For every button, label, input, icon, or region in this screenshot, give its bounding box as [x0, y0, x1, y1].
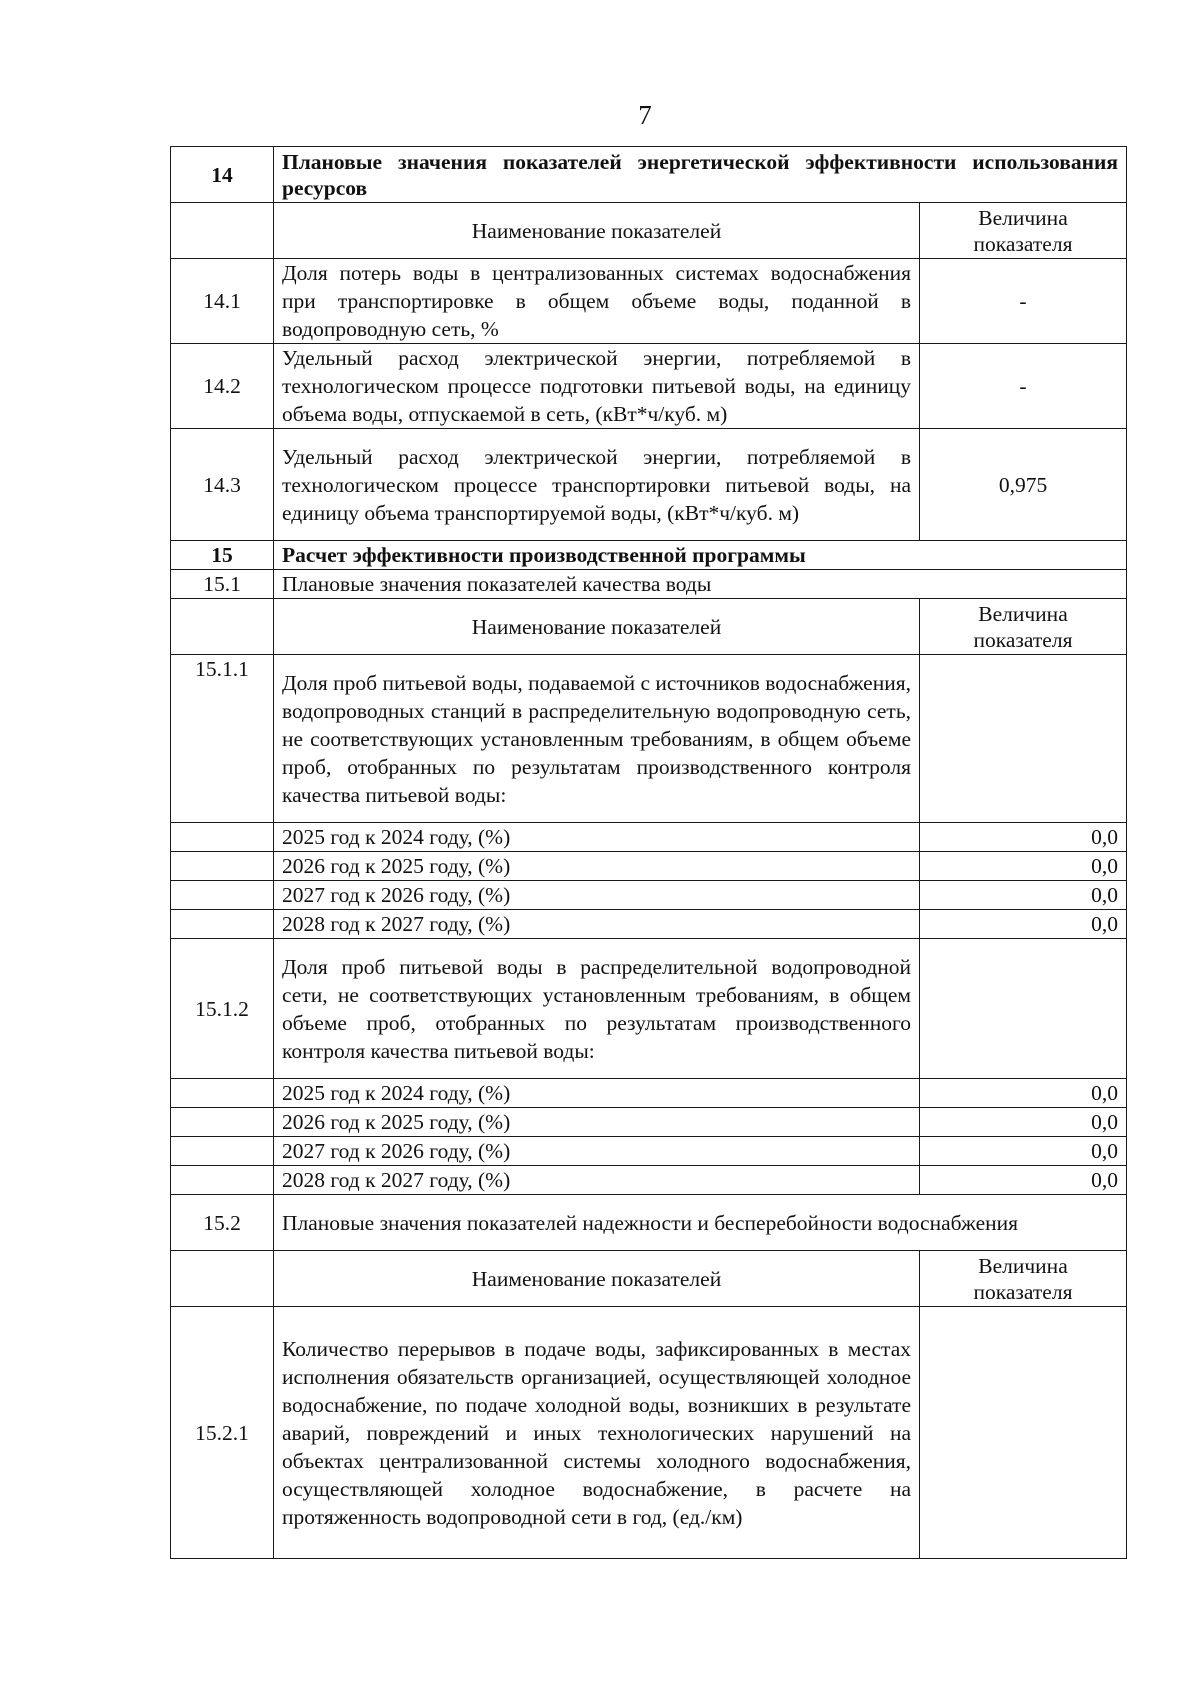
column-header-value: Величина показателя: [920, 1251, 1127, 1307]
row-number: 15.1.2: [171, 939, 274, 1079]
section-number: 15: [171, 541, 274, 570]
empty-cell: [171, 599, 274, 655]
empty-cell: [171, 823, 274, 852]
column-header-row: [171, 1251, 1127, 1307]
column-header-row: [171, 599, 1127, 655]
year-value: 0,0: [920, 1079, 1127, 1108]
year-label: 2028 год к 2027 году, (%): [274, 1166, 920, 1195]
year-value: 0,0: [920, 1166, 1127, 1195]
year-label: 2027 год к 2026 году, (%): [274, 1137, 920, 1166]
subsection-title: Плановые значения показателей надежности и бесперебойности водоснабжения: [274, 1195, 1127, 1251]
table-row: [171, 344, 1127, 429]
empty-cell: [171, 1079, 274, 1108]
empty-cell: [171, 203, 274, 259]
subsection-15-2-row: [171, 1195, 1127, 1251]
empty-cell: [171, 910, 274, 939]
year-label: 2028 год к 2027 году, (%): [274, 910, 920, 939]
section-number: 14: [171, 147, 274, 203]
year-label: 2026 год к 2025 году, (%): [274, 852, 920, 881]
year-row: [171, 1137, 1127, 1166]
indicators-table: [170, 146, 1127, 1559]
year-label: 2025 год к 2024 году, (%): [274, 823, 920, 852]
row-value: -: [920, 259, 1127, 344]
table-row: [171, 429, 1127, 541]
row-number: 15.1.1: [171, 655, 274, 823]
year-value: 0,0: [920, 852, 1127, 881]
year-value: 0,0: [920, 910, 1127, 939]
column-header-name: Наименование показателей: [274, 203, 920, 259]
year-label: 2027 год к 2026 году, (%): [274, 881, 920, 910]
empty-cell: [171, 852, 274, 881]
year-row: [171, 1079, 1127, 1108]
year-row: [171, 881, 1127, 910]
year-label: 2025 год к 2024 году, (%): [274, 1079, 920, 1108]
empty-cell: [171, 881, 274, 910]
row-value: [920, 1307, 1127, 1559]
row-text: Количество перерывов в подаче воды, зафиксированных в местах исполнения обязательств организацией, осуществляющей холодное водоснабжение, по подаче холодной воды, возникших в результате аварий, повреждений и иных технологических нарушений на объектах централизованной системы холодного водоснабжения, осуществляющей холодное водоснабжение, в расчете на протяженность водопроводной сети в год, (ед./км): [274, 1307, 920, 1559]
table-row: [171, 1307, 1127, 1559]
column-header-name: Наименование показателей: [274, 1251, 920, 1307]
row-number: 15.2.1: [171, 1307, 274, 1559]
year-row: [171, 852, 1127, 881]
year-row: [171, 1166, 1127, 1195]
column-header-value: Величина показателя: [920, 203, 1127, 259]
row-text: Удельный расход электрической энергии, потребляемой в технологическом процессе транспортировки питьевой воды, на единицу объема транспортируемой воды, (кВт*ч/куб. м): [274, 429, 920, 541]
row-text: Доля проб питьевой воды в распределительной водопроводной сети, не соответствующих установленным требованиям, в общем объеме проб, отобранных по результатам производственного контроля качества питьевой воды:: [274, 939, 920, 1079]
subsection-number: 15.1: [171, 570, 274, 599]
row-text: Доля проб питьевой воды, подаваемой с источников водоснабжения, водопроводных станций в распределительную водопроводную сеть, не соответствующих установленным требованиям, в общем объеме проб, отобранных по результатам производственного контроля качества питьевой воды:: [274, 655, 920, 823]
row-text: Удельный расход электрической энергии, потребляемой в технологическом процессе подготовки питьевой воды, на единицу объема воды, отпускаемой в сеть, (кВт*ч/куб. м): [274, 344, 920, 429]
column-header-value: Величина показателя: [920, 599, 1127, 655]
empty-cell: [171, 1166, 274, 1195]
row-number: 14.2: [171, 344, 274, 429]
table-row: [171, 259, 1127, 344]
year-row: [171, 910, 1127, 939]
row-value: -: [920, 344, 1127, 429]
empty-cell: [171, 1108, 274, 1137]
year-row: [171, 823, 1127, 852]
empty-cell: [171, 1251, 274, 1307]
column-header-row: [171, 203, 1127, 259]
subsection-number: 15.2: [171, 1195, 274, 1251]
section-14-header-row: [171, 147, 1127, 203]
page-number: 7: [638, 100, 652, 130]
year-label: 2026 год к 2025 году, (%): [274, 1108, 920, 1137]
row-value: [920, 939, 1127, 1079]
table-row: [171, 939, 1127, 1079]
row-value: 0,975: [920, 429, 1127, 541]
section-title: Расчет эффективности производственной программы: [274, 541, 1127, 570]
subsection-title: Плановые значения показателей качества воды: [274, 570, 1127, 599]
section-15-header-row: [171, 541, 1127, 570]
row-value: [920, 655, 1127, 823]
row-number: 14.3: [171, 429, 274, 541]
column-header-name: Наименование показателей: [274, 599, 920, 655]
row-text: Доля потерь воды в централизованных системах водоснабжения при транспортировке в общем объеме воды, поданной в водопроводную сеть, %: [274, 259, 920, 344]
section-title: Плановые значения показателей энергетической эффективности использования ресурсов: [274, 147, 1127, 203]
table-row: [171, 655, 1127, 823]
year-value: 0,0: [920, 1137, 1127, 1166]
year-value: 0,0: [920, 881, 1127, 910]
year-row: [171, 1108, 1127, 1137]
year-value: 0,0: [920, 1108, 1127, 1137]
year-value: 0,0: [920, 823, 1127, 852]
row-number: 14.1: [171, 259, 274, 344]
empty-cell: [171, 1137, 274, 1166]
subsection-15-1-row: [171, 570, 1127, 599]
